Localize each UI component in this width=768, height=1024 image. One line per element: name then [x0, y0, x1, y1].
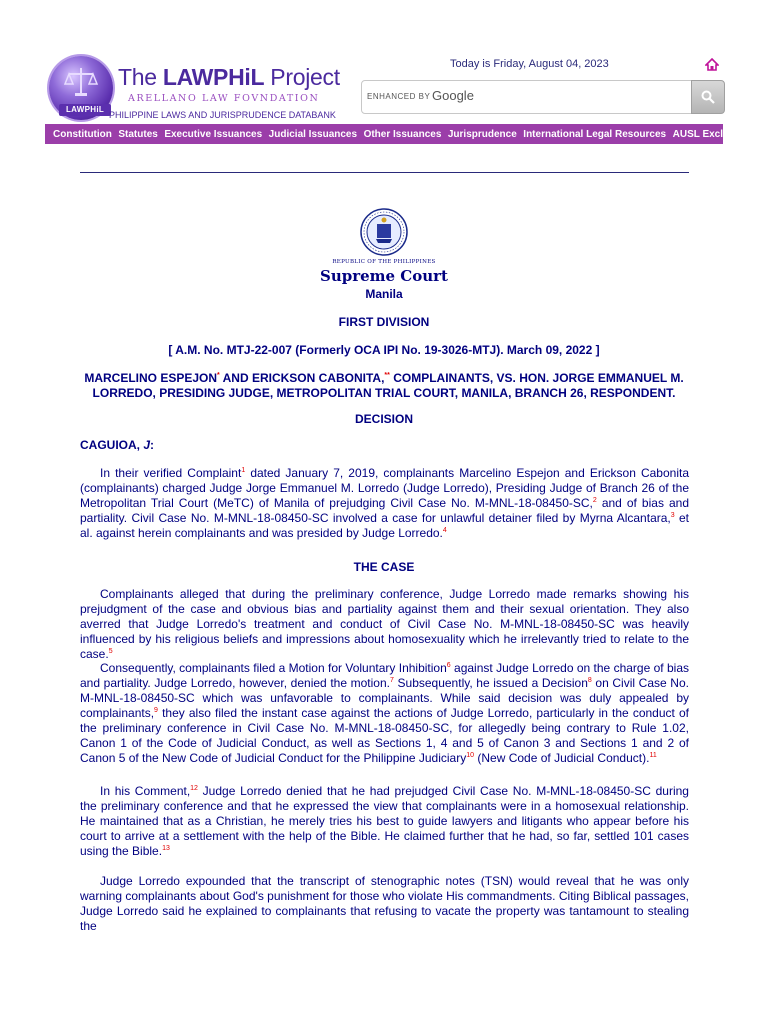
footnote-ref-4[interactable]: 4	[442, 527, 447, 534]
footnote-ref-6[interactable]: 6	[446, 662, 451, 669]
case-number: [ A.M. No. MTJ-22-007 (Formerly OCA IPI No. 19-3026-MTJ). March 09, 2022 ]	[168, 343, 600, 357]
nav-constitution[interactable]: Constitution	[53, 128, 112, 140]
divider	[80, 172, 689, 173]
parties-part-2: AND ERICKSON CABONITA,	[219, 371, 385, 385]
site-header	[45, 50, 723, 128]
brand-title-bold: LAWPHiL	[162, 64, 265, 90]
paragraph-2: Complainants alleged that during the preliminary conference, Judge Lorredo made remarks showing his prejudgment of the case and obvious bias and partiality against them and their sexual orientation. They also averred that Judge Lorredo's treatment and conduct of Civil Case No. M-MNL-18-08450-SC was heavily influenced by his religious beliefs and impressions about homosexuality which he irrelevantly tried to relate to the case.$^5$	[80, 587, 689, 661]
brand-title[interactable]	[118, 64, 340, 91]
paragraph-4: In his Comment,$^{12}$ Judge Lorredo denied that he had prejudged Civil Case No. M-MNL-18-08450-SC during the preliminary conference and that he expressed the view that complainants were in a homosexual relationship. He maintained that as a Christian, he merely tries his best to guide lawyers and litigants who appear before his court to arrive at a settlement with the help of the Bible. He claimed further that he had, so far, settled 101 cases using the Bible.$^{13}$	[80, 784, 689, 858]
parties-part-3: COMPLAINANTS, VS. HON. JORGE EMMANUEL M. LORREDO, PRESIDING JUDGE, METROPOLITAN TRIAL COURT, MANILA, BRANCH 26, RESPONDENT.	[92, 371, 684, 400]
footnote-ref-11[interactable]: 11	[649, 752, 657, 759]
footnote-ref-2[interactable]: 2	[592, 497, 597, 504]
brand-subtitle: ARELLANO LAW FOVNDATION	[128, 93, 320, 104]
main-nav	[45, 124, 749, 144]
footnote-ref-12[interactable]: 12	[190, 785, 198, 792]
footnote-mark-single[interactable]: *	[217, 372, 220, 379]
logo-badge: LAWPHiL	[59, 104, 111, 116]
footnote-mark-double[interactable]: **	[384, 372, 390, 379]
republic-label: REPUBLIC OF THE PHILIPPINES	[332, 259, 436, 265]
footnote-ref-10[interactable]: 10	[466, 752, 475, 759]
search-google-label: Google	[432, 88, 474, 103]
search-enhanced-label: ENHANCED BY	[367, 92, 431, 101]
paragraph-5: Judge Lorredo expounded that the transcript of stenographic notes (TSN) would reveal that he was only warning complainants about God's punishment for those who violate His commandments. Citing Biblical passages, Judge Lorredo said he explained to complainants that refusing to vacate the property was tantamount to stealing the	[80, 874, 689, 933]
ponente-colon: :	[150, 438, 155, 452]
nav-jurisprudence[interactable]: Jurisprudence	[447, 128, 517, 140]
footnote-ref-3[interactable]: 3	[670, 512, 675, 519]
footnote-ref-1[interactable]: 1	[241, 467, 246, 474]
footnote-ref-5[interactable]: 5	[108, 648, 113, 655]
search-button[interactable]	[691, 80, 725, 114]
search-icon	[701, 90, 715, 104]
home-icon[interactable]	[705, 58, 719, 72]
supreme-court-seal-icon	[360, 208, 408, 256]
nav-judicial-issuances[interactable]: Judicial Issuances	[268, 128, 358, 140]
footnote-ref-8[interactable]: 8	[587, 677, 592, 684]
case-parties	[84, 371, 684, 401]
ponente-name: CAGUIOA,	[80, 438, 140, 452]
brand-title-prefix: The	[118, 64, 163, 90]
search-input[interactable]	[361, 80, 693, 114]
nav-international-legal-resources[interactable]: International Legal Resources	[523, 128, 667, 140]
lawphil-logo[interactable]	[49, 56, 113, 120]
section-heading-the-case: THE CASE	[353, 560, 415, 574]
today-date: Today is Friday, August 04, 2023	[450, 58, 609, 70]
footnote-ref-13[interactable]: 13	[162, 845, 170, 852]
brand-title-suffix: Project	[264, 64, 340, 90]
court-city: Manila	[365, 287, 403, 301]
decision-heading: DECISION	[354, 412, 413, 426]
ponente	[80, 438, 154, 452]
court-name: Supreme Court	[320, 267, 448, 285]
parties-part-1: MARCELINO ESPEJON	[84, 371, 218, 385]
nav-statutes[interactable]: Statutes	[118, 128, 158, 140]
nav-ausl-exclusive[interactable]: AUSL Exclusive	[672, 128, 749, 140]
division-heading: FIRST DIVISION	[338, 315, 430, 329]
nav-executive-issuances[interactable]: Executive Issuances	[164, 128, 263, 140]
nav-other-issuances[interactable]: Other Issuances	[363, 128, 442, 140]
brand-tagline: PHILIPPINE LAWS AND JURISPRUDENCE DATABANK	[109, 110, 336, 120]
scales-of-justice-icon	[63, 64, 99, 100]
footnote-ref-9[interactable]: 9	[154, 707, 158, 714]
footnote-ref-7[interactable]: 7	[389, 677, 394, 684]
paragraph-3: Consequently, complainants filed a Motion for Voluntary Inhibition$^6$ against Judge Lorredo on the charge of bias and partiality. Judge Lorredo, however, denied the motion.$^7$ Subsequently, he issued a Decision$^8$ on Civil Case No. M-MNL-18-08450-SC which was unfavorable to complainants. While said decision was duly appealed by complainants,$^9$ they also filed the instant case against the actions of Judge Lorredo, particularly in the conduct of the preliminary conference in Civil Case No. M-MNL-18-08450-SC, for allegedly being contrary to Rule 1.02, Canon 1 of the Code of Judicial Conduct, as well as Sections 1, 4 and 5 of Canon 3 and Sections 1 and 2 of Canon 5 of the New Code of Judicial Conduct for the Philippine Judiciary$^{10}$ (New Code of Judicial Conduct).$^{11}$	[80, 661, 689, 765]
ponente-j: J	[143, 438, 151, 452]
paragraph-1: In their verified Complaint$^1$ dated January 7, 2019, complainants Marcelino Espejon and Erickson Cabonita (complainants) charged Judge Jorge Emmanuel M. Lorredo (Judge Lorredo), Presiding Judge of Branch 26 of the Metropolitan Trial Court (MeTC) of Manila of prejudging Civil Case No. M-MNL-18-08450-SC,$^2$ and of bias and partiality. Civil Case No. M-MNL-18-08450-SC involved a case for unlawful detainer filed by Myrna Alcantara,$^3$ et al. against herein complainants and was presided by Judge Lorredo.$^4$	[80, 466, 690, 540]
